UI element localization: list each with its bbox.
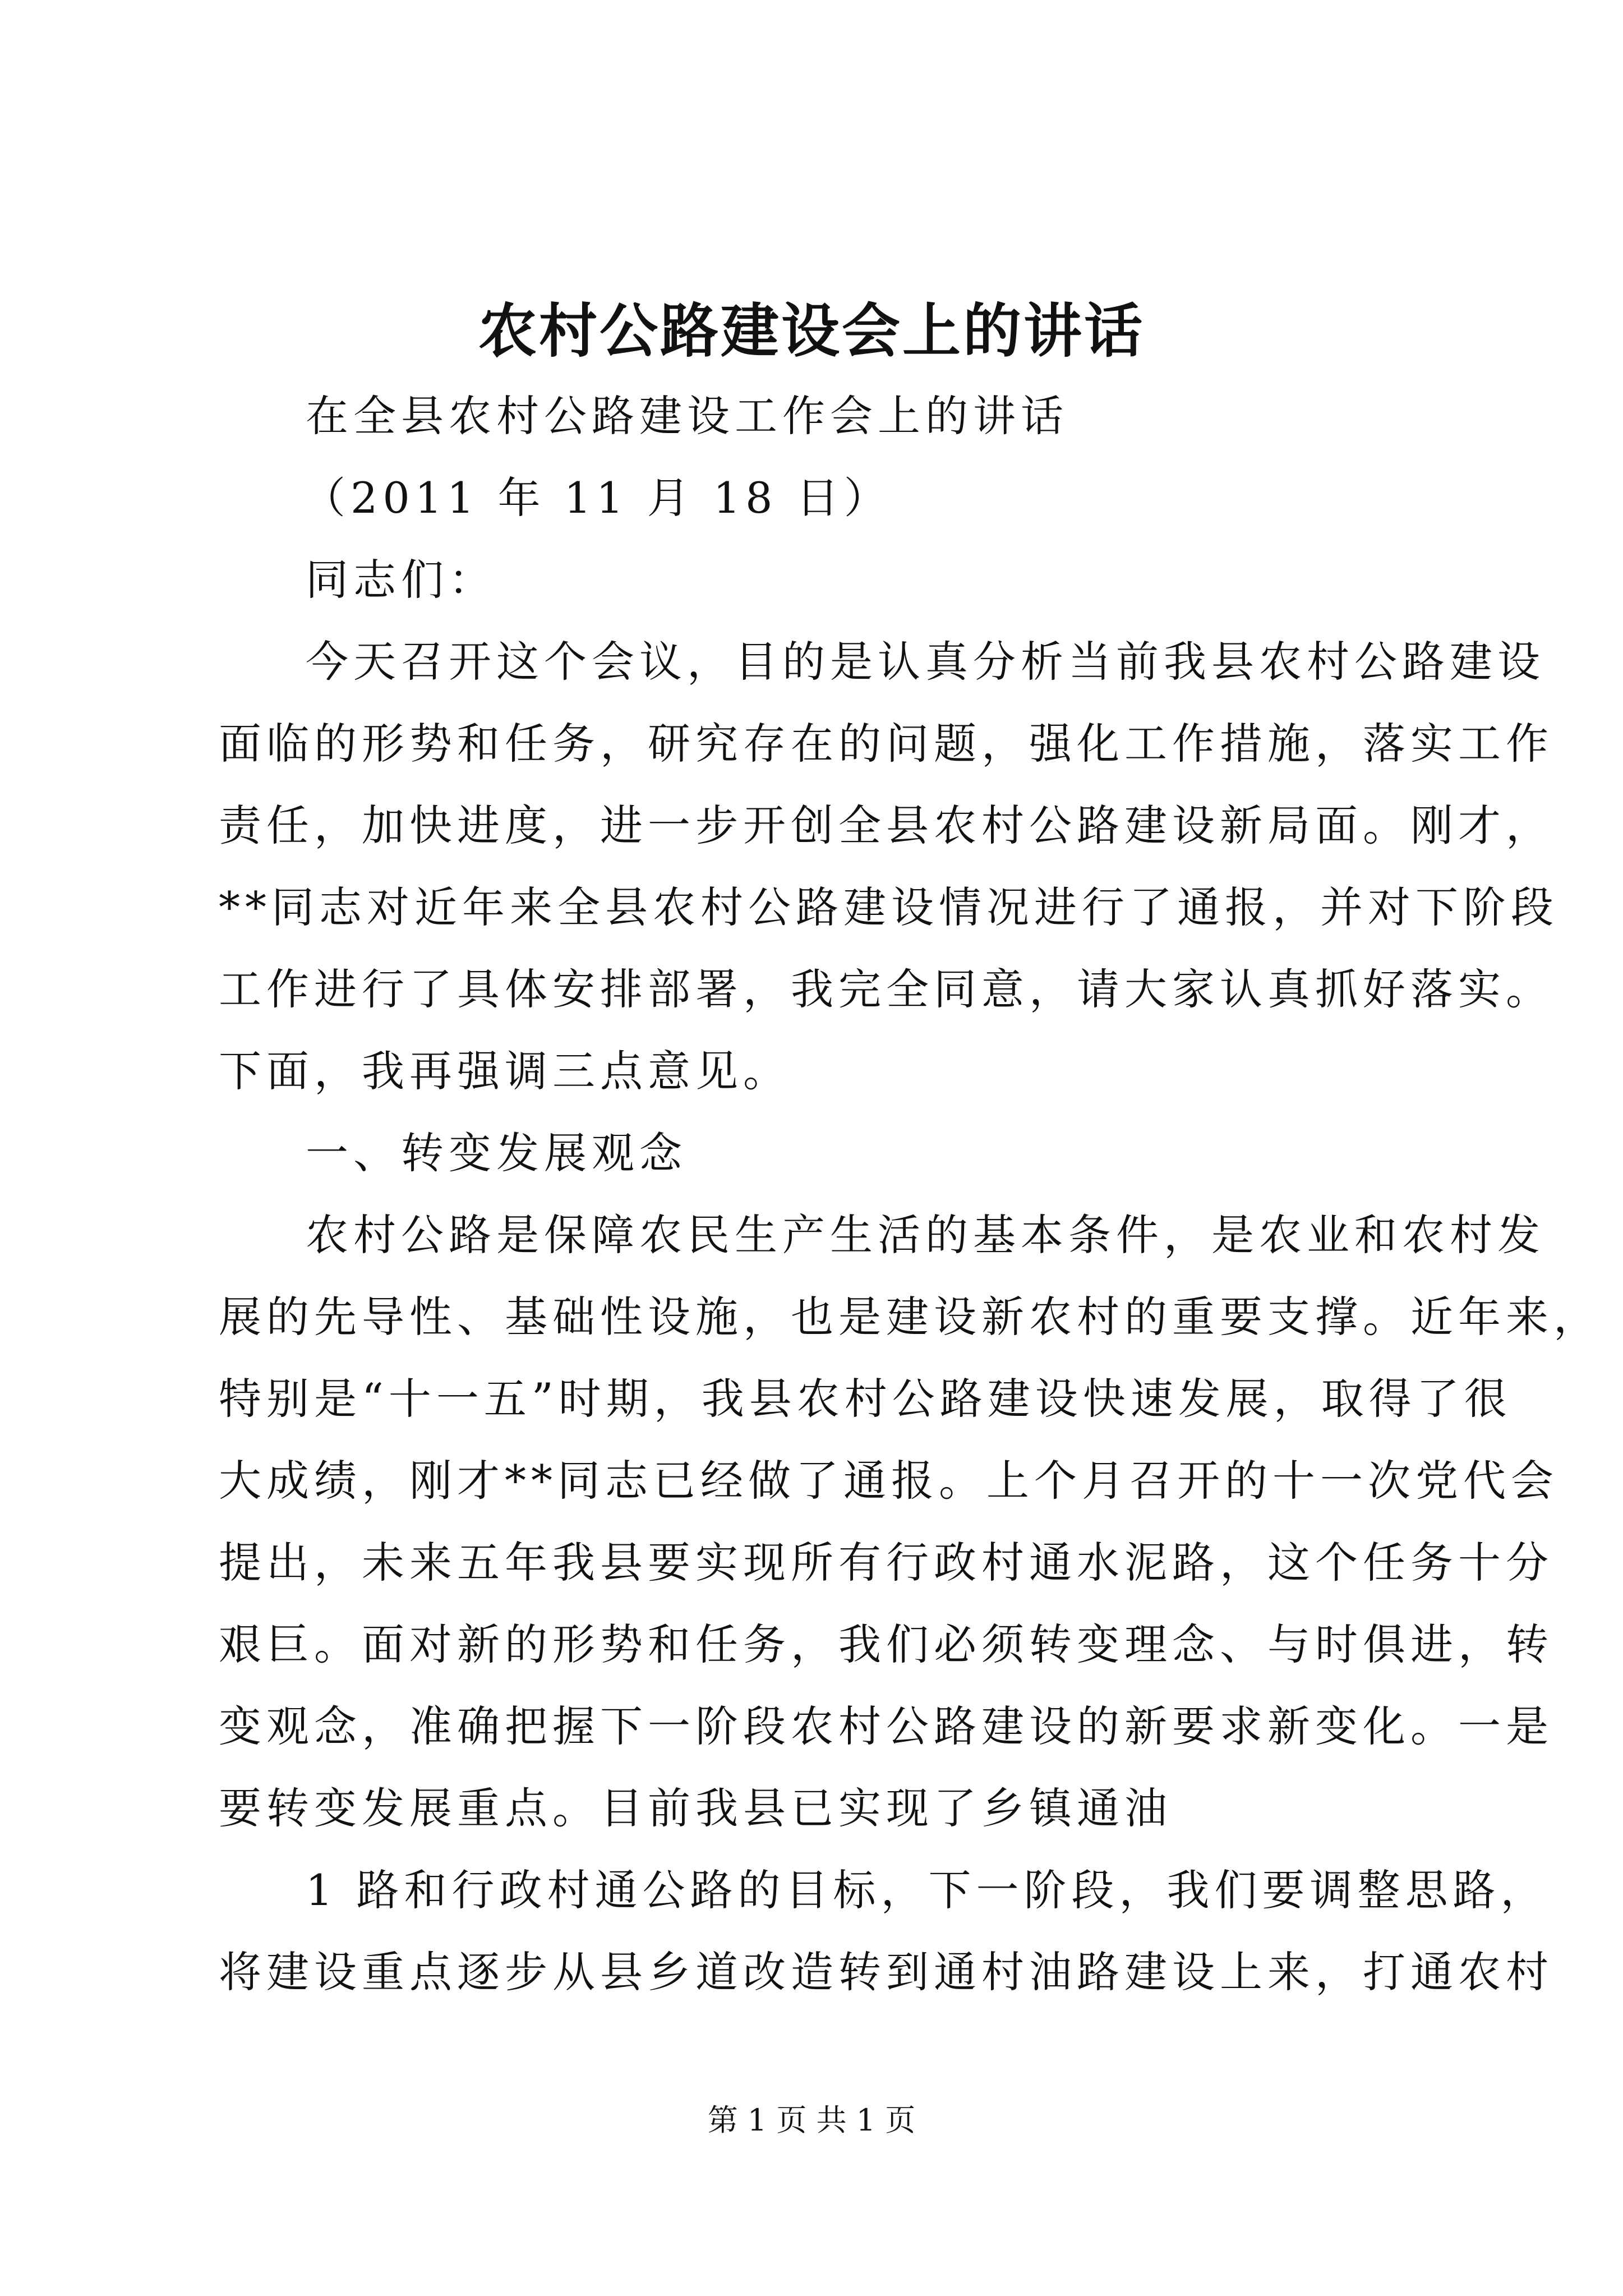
page-footer: 第 1 页 共 1 页 [707, 2102, 916, 2138]
body-line: 变观念，准确把握下一阶段农村公路建设的新要求新变化。一是 [219, 1701, 1553, 1751]
body-line: 艰巨。面对新的形势和任务，我们必须转变理念、与时俱进，转 [219, 1619, 1553, 1669]
document-subtitle: 在全县农村公路建设工作会上的讲话 [306, 391, 1068, 441]
body-line: 要转变发展重点。目前我县已实现了乡镇通油 [219, 1783, 1172, 1833]
body-line: 提出，未来五年我县要实现所有行政村通水泥路，这个任务十分 [219, 1538, 1553, 1588]
body-line: 大成绩，刚才**同志已经做了通报。上个月召开的十一次党代会 [219, 1456, 1559, 1506]
body-line: **同志对近年来全县农村公路建设情况进行了通报，并对下阶段 [219, 882, 1559, 932]
document-date: （2011 年 11 月 18 日） [303, 473, 892, 523]
salutation: 同志们： [306, 555, 496, 605]
document-title: 农村公路建设会上的讲话 [478, 296, 1145, 365]
body-line: 农村公路是保障农民生产生活的基本条件，是农业和农村发 [306, 1210, 1545, 1260]
body-line: 1 路和行政村通公路的目标，下一阶段，我们要调整思路， [306, 1865, 1548, 1915]
body-line: 面临的形势和任务，研究存在的问题，强化工作措施，落实工作 [219, 719, 1553, 769]
body-line: 下面，我再强调三点意见。 [219, 1046, 791, 1096]
body-line: 将建设重点逐步从县乡道改造转到通村油路建设上来，打通农村 [219, 1947, 1553, 1997]
body-line: 展的先导性、基础性设施，也是建设新农村的重要支撑。近年来， [219, 1292, 1601, 1342]
body-line: 今天召开这个会议，目的是认真分析当前我县农村公路建设 [306, 637, 1545, 687]
section-heading: 一、转变发展观念 [306, 1128, 687, 1178]
body-line: 工作进行了具体安排部署，我完全同意，请大家认真抓好落实。 [219, 964, 1553, 1014]
body-line: 特别是“十一五”时期，我县农村公路建设快速发展，取得了很 [219, 1374, 1512, 1424]
body-line: 责任，加快进度，进一步开创全县农村公路建设新局面。刚才， [219, 800, 1553, 850]
